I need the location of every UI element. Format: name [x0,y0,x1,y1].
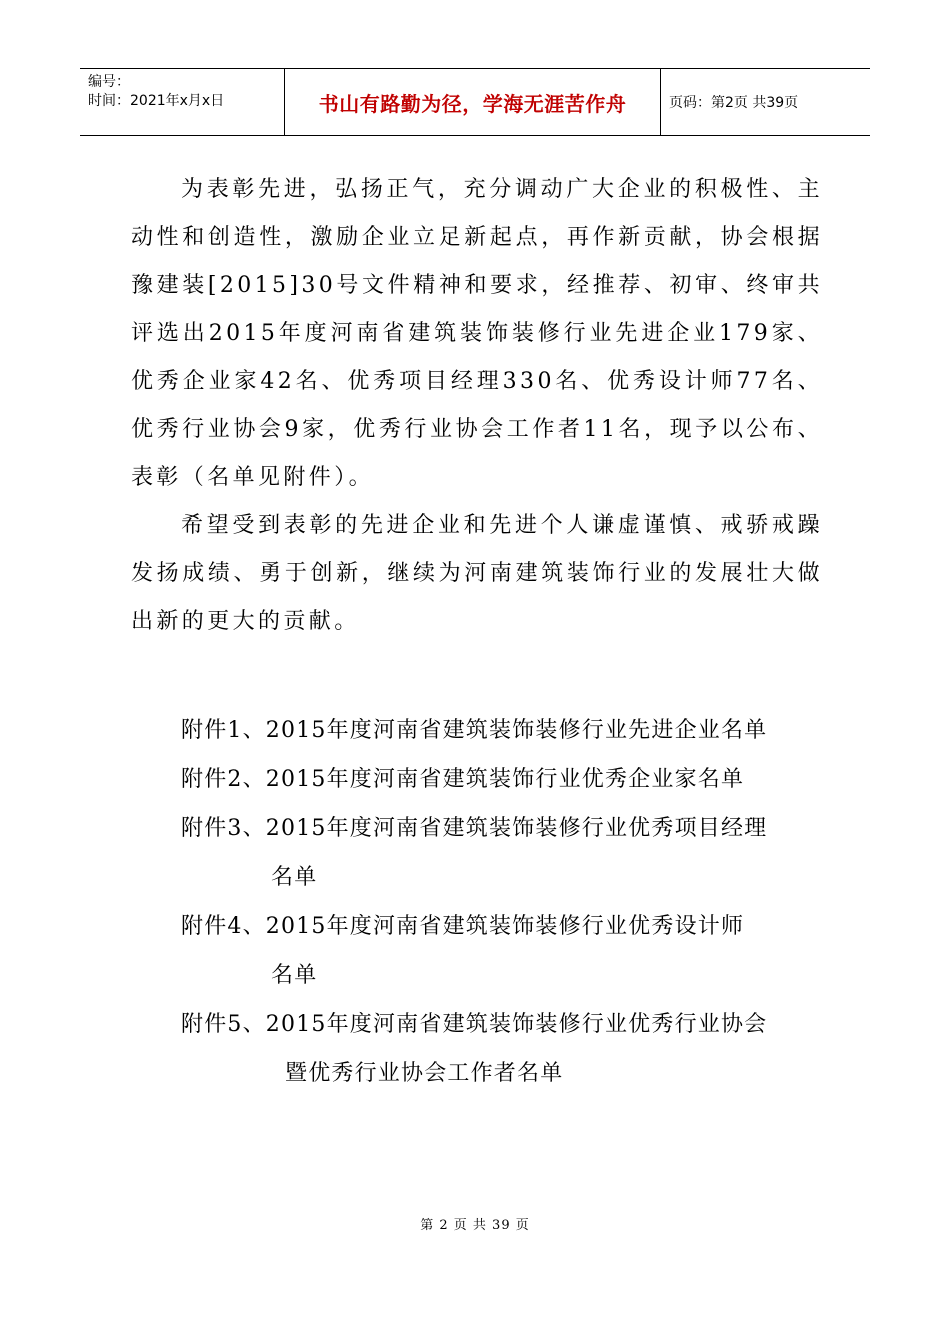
attachment-list [181,706,841,1098]
document-body [131,166,823,646]
body-paragraph-1: 为表彰先进，弘扬正气，充分调动广大企业的积极性、主动性和创造性，激励企业立足新起点，再作新贡献，协会根据豫建装[2015]30号文件精神和要求，经推荐、初审、终审共评选出2015年度河南省建筑装饰装修行业先进企业179家、优秀企业家42名、优秀项目经理330名、优秀设计师77名、优秀行业协会9家，优秀行业协会工作者11名，现予以公布、表彰（名单见附件）。 [131,177,823,490]
header-page-label: 页码：第2页 共39页 [669,95,799,111]
page-header [80,68,870,136]
time-label: 时间：2021年x月x日 [88,93,225,109]
attachment-5-continued: 暨优秀行业协会工作者名单 [285,1061,564,1086]
attachment-3-continued: 名单 [271,865,318,890]
attachment-4-continued: 名单 [271,963,318,988]
attachment-4: 附件4、2015年度河南省建筑装饰装修行业优秀设计师 [181,914,745,939]
attachment-3: 附件3、2015年度河南省建筑装饰装修行业优秀项目经理 [181,816,768,841]
number-label: 编号： [88,74,130,90]
header-meta [80,69,285,135]
attachment-5: 附件5、2015年度河南省建筑装饰装修行业优秀行业协会 [181,1012,768,1037]
header-motto: 书山有路勤为径，学海无涯苦作舟 [285,69,661,135]
attachment-1: 附件1、2015年度河南省建筑装饰装修行业先进企业名单 [181,718,768,743]
page-footer: 第 2 页 共 39 页 [420,1218,530,1233]
body-paragraph-2: 希望受到表彰的先进企业和先进个人谦虚谨慎、戒骄戒躁发扬成绩、勇于创新，继续为河南建筑装饰行业的发展壮大做出新的更大的贡献。 [131,513,823,634]
attachment-2: 附件2、2015年度河南省建筑装饰行业优秀企业家名单 [181,767,745,792]
